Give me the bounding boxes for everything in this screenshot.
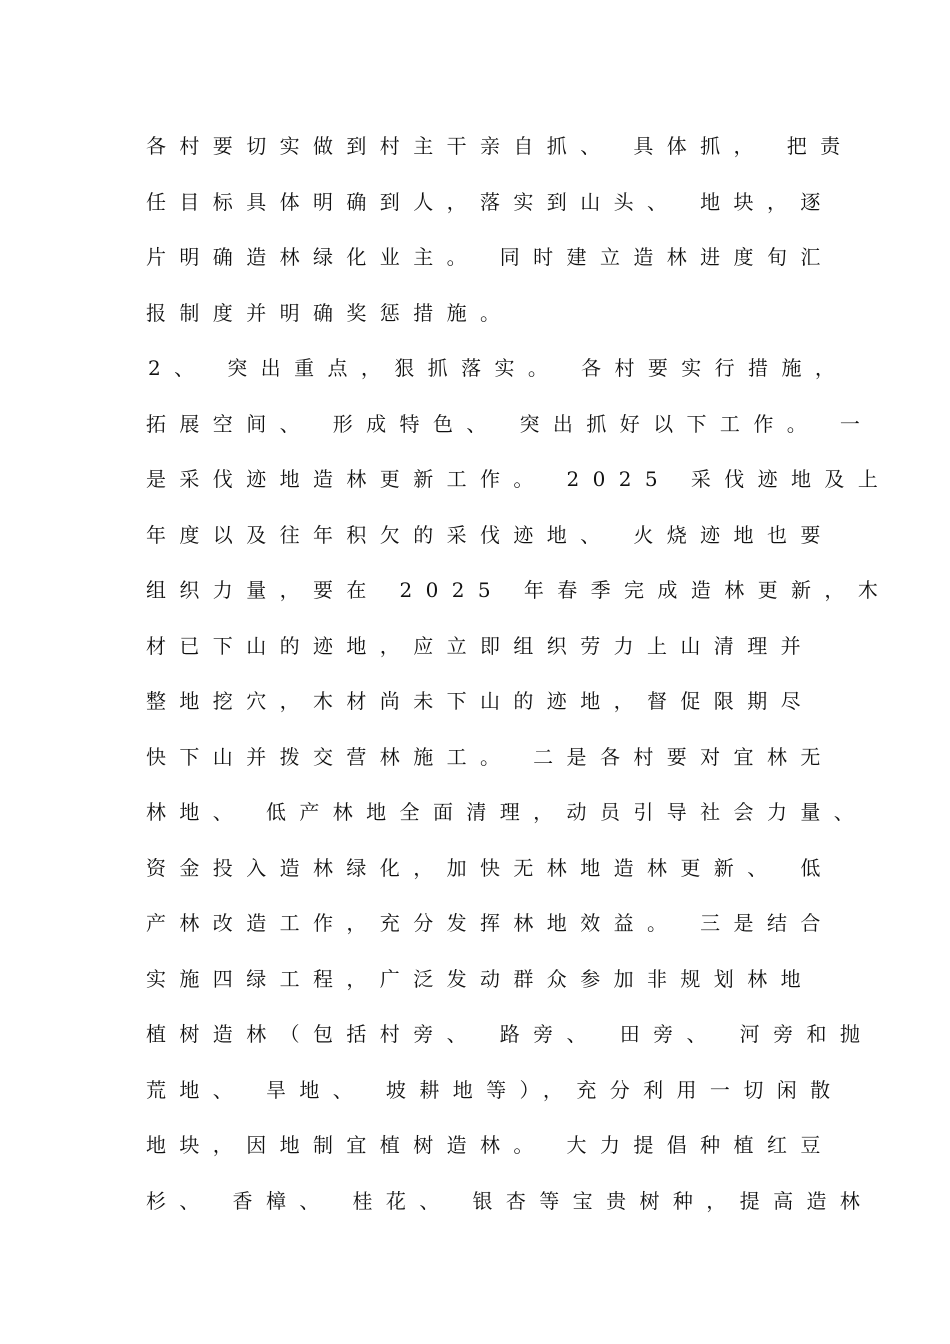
body-text	[146, 128, 892, 1238]
text-line: 林地、 低产林地全面清理，动员引导社会力量、	[146, 800, 868, 824]
text-line: 各村要切实做到村主干亲自抓、 具体抓， 把责	[146, 134, 854, 158]
text-line: 整地挖穴，木材尚未下山的迹地，督促限期尽	[146, 689, 814, 713]
text-line: 实施四绿工程，广泛发动群众参加非规划林地	[146, 966, 814, 991]
text-line: 拓展空间、 形成特色、 突出抓好以下工作。 一	[146, 411, 874, 436]
text-line: 产林改造工作，充分发挥林地效益。 三是结合	[146, 911, 834, 935]
text-line: 资金投入造林绿化，加快无林地造林更新、 低	[146, 855, 834, 880]
text-line: 年度以及往年积欠的采伐迹地、 火烧迹地也要	[146, 522, 834, 547]
text-line: 2、 突出重点，狠抓落实。 各村要实行措施，	[148, 356, 849, 380]
text-line: 组织力量，要在 2025 年春季完成造林更新，木	[146, 578, 892, 602]
text-line: 片明确造林绿化业主。 同时建立造林进度旬汇	[146, 245, 834, 269]
text-line: 报制度并明确奖惩措施。	[146, 300, 514, 325]
text-line: 植树造林（包括村旁、 路旁、 田旁、 河旁和抛	[146, 1022, 874, 1046]
text-line: 任目标具体明确到人，落实到山头、 地块，逐	[146, 189, 834, 214]
text-line: 地块，因地制宜植树造林。 大力提倡种植红豆	[146, 1133, 834, 1157]
text-line: 荒地、 旱地、 坡耕地等），充分利用一切闲散	[146, 1077, 844, 1102]
text-line: 杉、 香樟、 桂花、 银杏等宝贵树种，提高造林	[146, 1188, 874, 1213]
text-line: 是采伐迹地造林更新工作。 2025 采伐迹地及上	[146, 467, 892, 491]
text-line: 材已下山的迹地，应立即组织劳力上山清理并	[146, 633, 814, 658]
text-line: 快下山并拨交营林施工。 二是各村要对宜林无	[146, 744, 834, 769]
